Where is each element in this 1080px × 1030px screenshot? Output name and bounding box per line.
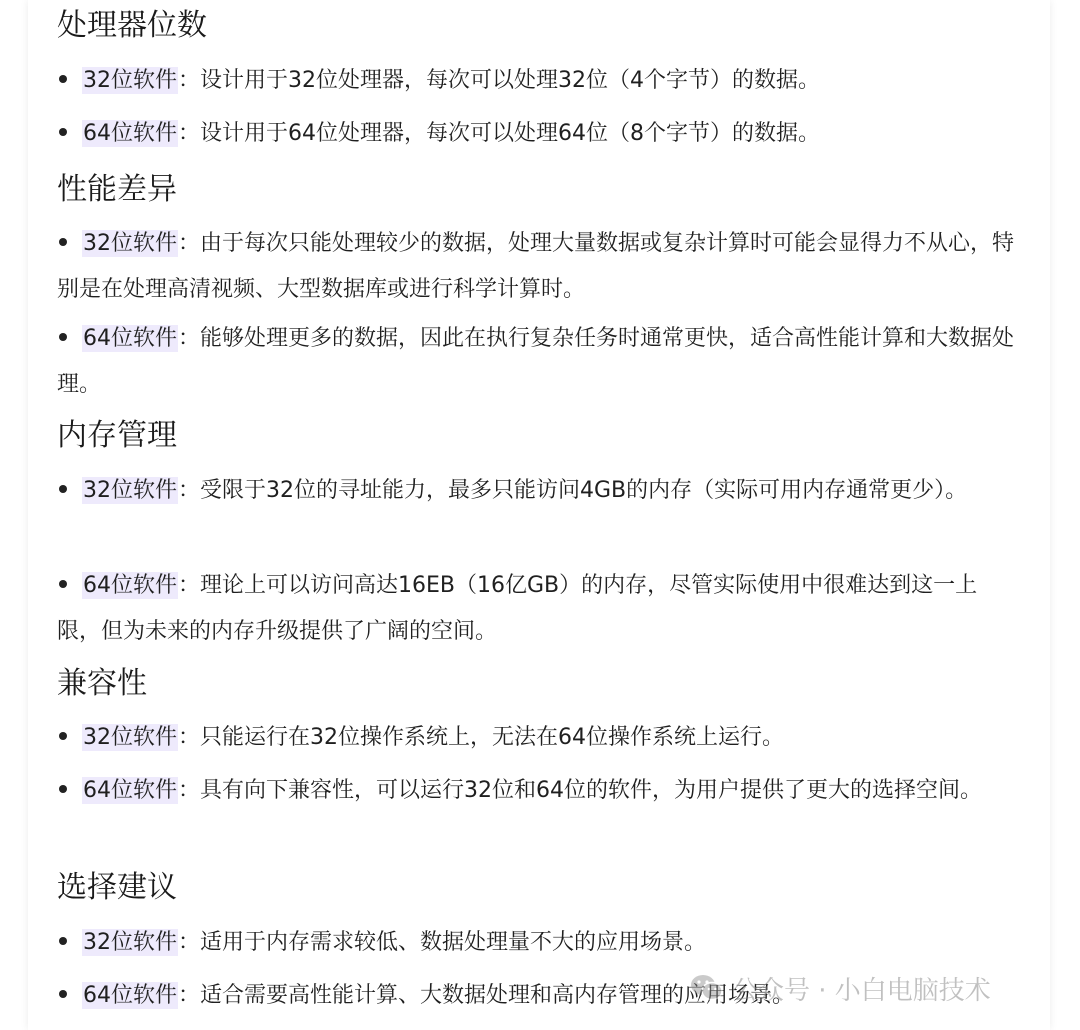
item-sep: ： xyxy=(178,573,201,598)
section-title: 性能差异 xyxy=(57,172,177,207)
list-item xyxy=(57,768,1017,814)
section-title: 处理器位数 xyxy=(57,8,207,43)
watermark-text: 公众号 · 小白电脑技术 xyxy=(732,975,991,1006)
item-sep: ： xyxy=(178,778,201,803)
item-sep: ： xyxy=(178,725,201,750)
item-text: 只能运行在32位操作系统上，无法在64位操作系统上运行。 xyxy=(200,725,785,750)
item-label: 64位软件 xyxy=(83,573,177,598)
item-label: 64位软件 xyxy=(83,778,177,803)
item-label: 32位软件 xyxy=(83,68,177,93)
list-item xyxy=(57,316,1017,408)
wechat-icon xyxy=(690,973,724,1003)
item-text: 设计用于32位处理器，每次可以处理32位（4个字节）的数据。 xyxy=(200,68,821,93)
section-title: 内存管理 xyxy=(57,418,177,453)
bullet-icon xyxy=(59,732,67,740)
item-sep: ： xyxy=(178,983,201,1008)
item-sep: ： xyxy=(178,930,201,955)
bullet-icon xyxy=(59,128,67,136)
bullet-icon xyxy=(59,75,67,83)
item-label: 32位软件 xyxy=(83,478,177,503)
list-item xyxy=(57,58,1017,104)
bullet-icon xyxy=(59,333,67,341)
item-label: 32位软件 xyxy=(83,231,177,256)
item-text: 设计用于64位处理器，每次可以处理64位（8个字节）的数据。 xyxy=(200,121,821,146)
item-text: 由于每次只能处理较少的数据，处理大量数据或复杂计算时可能会显得力不从心，特别是在处理高清视频、大型数据库或进行科学计算时。 xyxy=(57,231,1015,302)
item-label: 64位软件 xyxy=(83,121,177,146)
item-sep: ： xyxy=(178,68,201,93)
bullet-icon xyxy=(59,990,67,998)
item-sep: ： xyxy=(178,231,201,256)
section-title: 选择建议 xyxy=(57,870,177,905)
list-item xyxy=(57,221,1017,313)
item-text: 受限于32位的寻址能力，最多只能访问4GB的内存（实际可用内存通常更少）。 xyxy=(200,478,968,503)
item-text: 能够处理更多的数据，因此在执行复杂任务时通常更快，适合高性能计算和大数据处理。 xyxy=(57,326,1015,397)
item-sep: ： xyxy=(178,121,201,146)
list-item xyxy=(57,920,1017,966)
bullet-icon xyxy=(59,937,67,945)
item-label: 32位软件 xyxy=(83,930,177,955)
section-title: 兼容性 xyxy=(57,666,147,701)
bullet-icon xyxy=(59,238,67,246)
bullet-icon xyxy=(59,785,67,793)
item-label: 64位软件 xyxy=(83,326,177,351)
item-label: 64位软件 xyxy=(83,983,177,1008)
list-item xyxy=(57,563,1017,655)
list-item xyxy=(57,468,1017,514)
bullet-icon xyxy=(59,485,67,493)
list-item xyxy=(57,715,1017,761)
item-sep: ： xyxy=(178,478,201,503)
watermark xyxy=(690,966,991,1010)
item-text: 理论上可以访问高达16EB（16亿GB）的内存，尽管实际使用中很难达到这一上限，但为未来的内存升级提供了广阔的空间。 xyxy=(57,573,978,644)
item-text: 具有向下兼容性，可以运行32位和64位的软件，为用户提供了更大的选择空间。 xyxy=(200,778,983,803)
list-item xyxy=(57,111,1017,157)
bullet-icon xyxy=(59,580,67,588)
item-sep: ： xyxy=(178,326,201,351)
item-text: 适合需要高性能计算、大数据处理和高内存管理的应用场景。 xyxy=(200,983,795,1008)
item-text: 适用于内存需求较低、数据处理量不大的应用场景。 xyxy=(200,930,707,955)
item-label: 32位软件 xyxy=(83,725,177,750)
